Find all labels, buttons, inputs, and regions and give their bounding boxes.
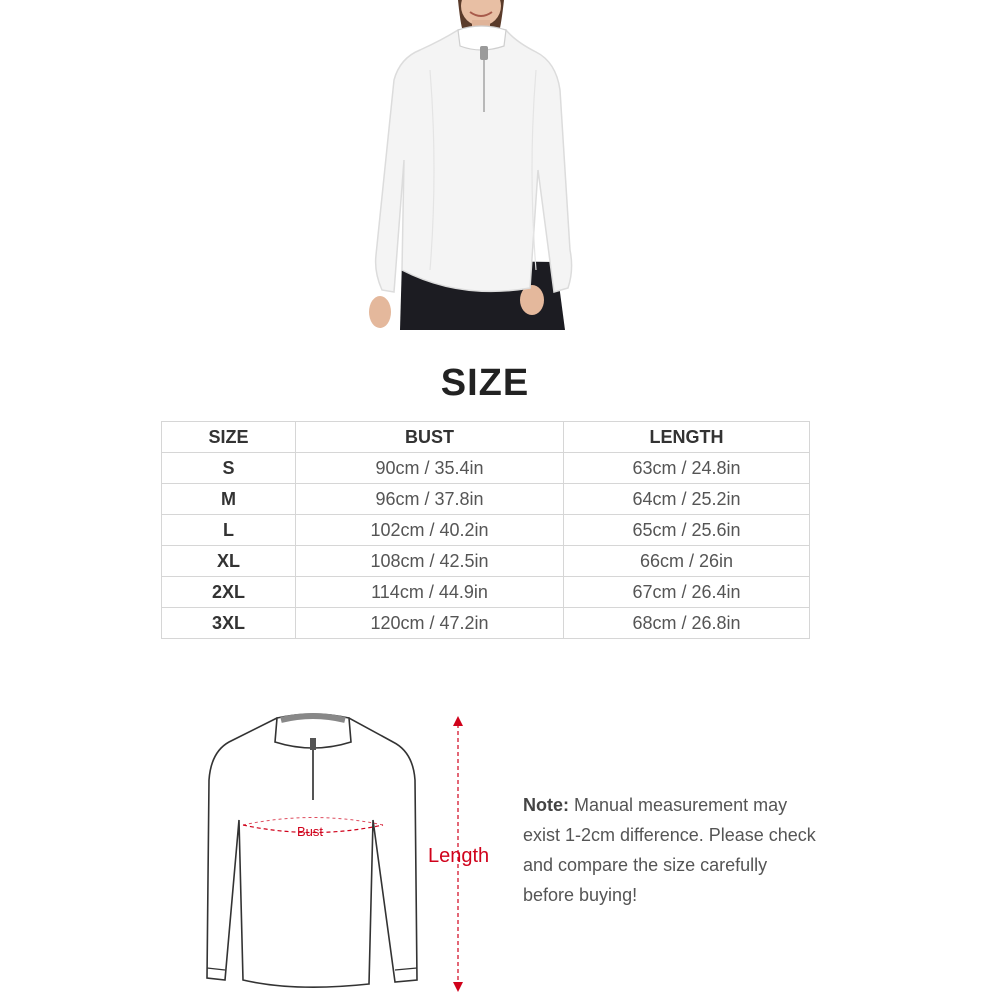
bust-label: Bust — [297, 824, 324, 839]
table-header-row — [162, 422, 810, 453]
table-row — [162, 453, 810, 484]
measurement-diagram — [195, 700, 505, 995]
size-cell: M — [162, 484, 296, 515]
bust-cell: 102cm / 40.2in — [296, 515, 564, 546]
size-cell: 2XL — [162, 577, 296, 608]
length-cell: 68cm / 26.8in — [564, 608, 810, 639]
column-header-bust: BUST — [296, 422, 564, 453]
bust-cell: 96cm / 37.8in — [296, 484, 564, 515]
length-cell: 63cm / 24.8in — [564, 453, 810, 484]
column-header-size: SIZE — [162, 422, 296, 453]
length-cell: 65cm / 25.6in — [564, 515, 810, 546]
size-cell: XL — [162, 546, 296, 577]
bust-cell: 120cm / 47.2in — [296, 608, 564, 639]
bust-cell: 90cm / 35.4in — [296, 453, 564, 484]
column-header-length: LENGTH — [564, 422, 810, 453]
size-cell: L — [162, 515, 296, 546]
measurement-note — [523, 790, 823, 910]
size-chart-title: SIZE — [440, 362, 530, 404]
size-table — [161, 421, 810, 639]
table-row — [162, 484, 810, 515]
length-label: Length — [428, 845, 490, 867]
table-row — [162, 608, 810, 639]
table-row — [162, 515, 810, 546]
note-text: Manual measurement may exist 1-2cm difference. Please check and compare the size carefully before buying! — [523, 795, 816, 905]
size-cell: S — [162, 453, 296, 484]
size-cell: 3XL — [162, 608, 296, 639]
length-cell: 64cm / 25.2in — [564, 484, 810, 515]
length-cell: 67cm / 26.4in — [564, 577, 810, 608]
table-row — [162, 577, 810, 608]
bust-cell: 108cm / 42.5in — [296, 546, 564, 577]
table-row — [162, 546, 810, 577]
length-cell: 66cm / 26in — [564, 546, 810, 577]
bust-cell: 114cm / 44.9in — [296, 577, 564, 608]
note-label: Note: — [523, 795, 569, 815]
product-photo — [360, 0, 590, 330]
